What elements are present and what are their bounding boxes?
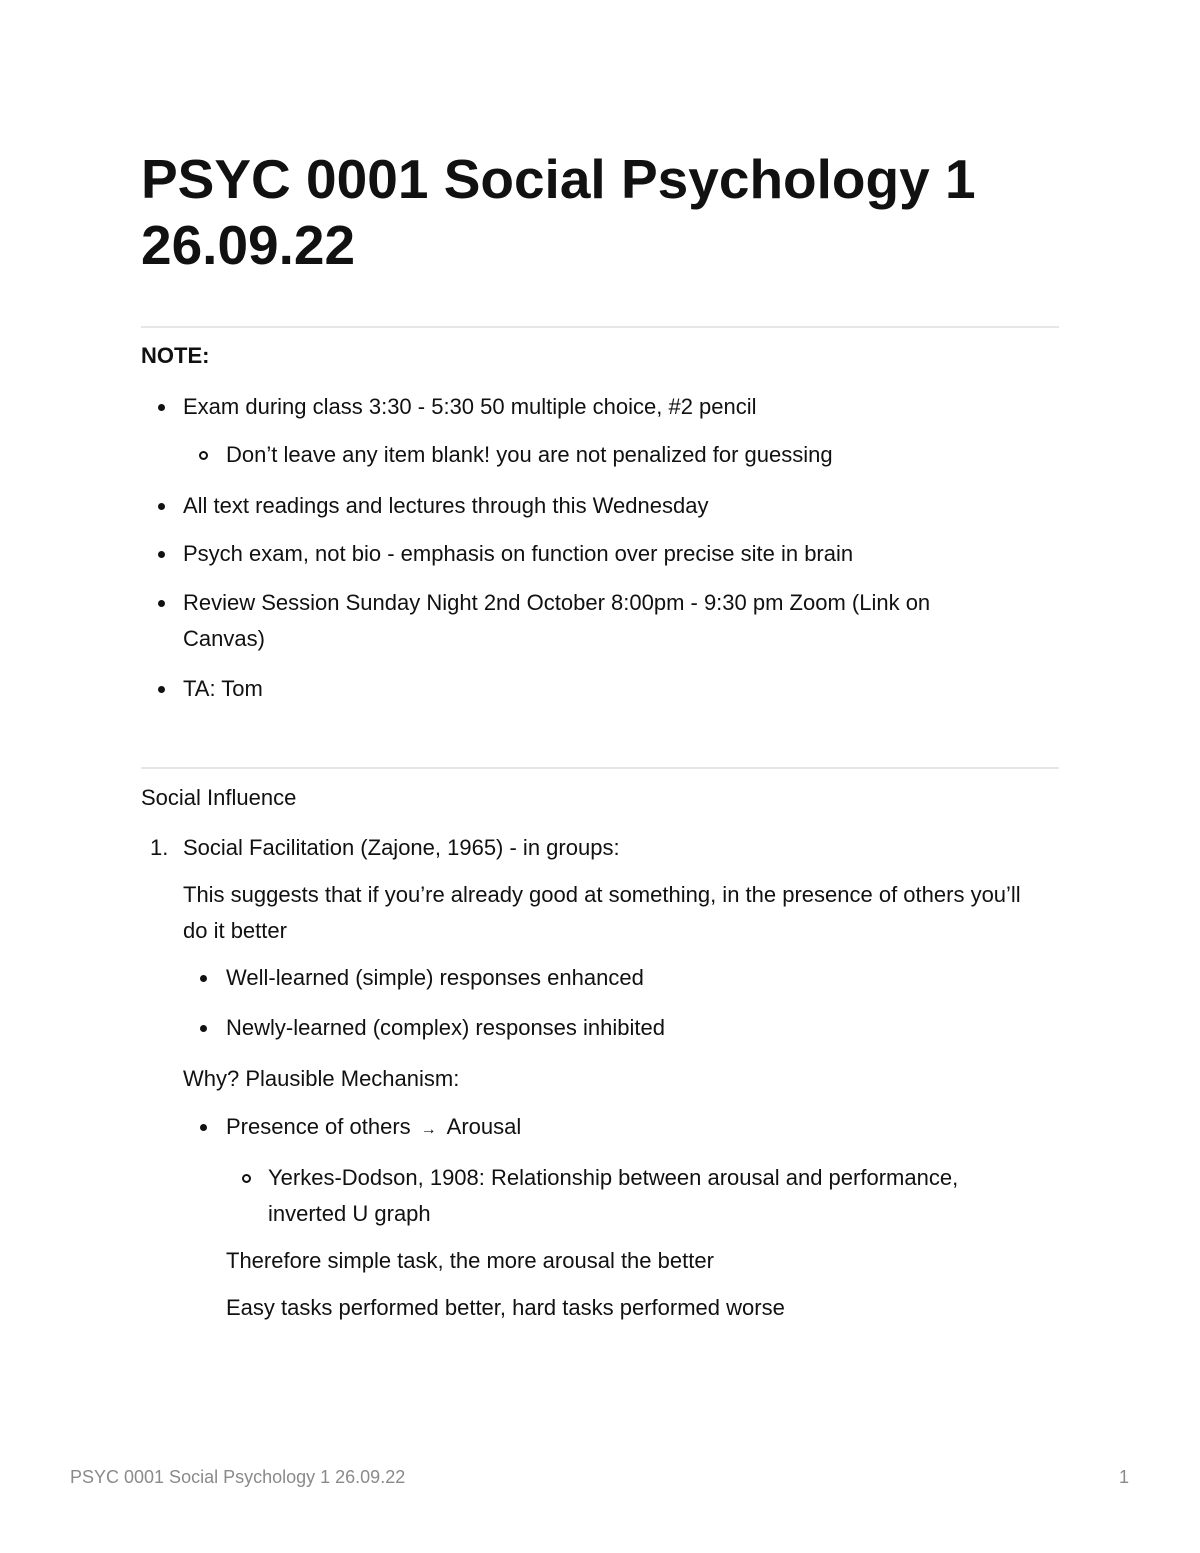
title-line-2: 26.09.22 xyxy=(141,214,356,276)
social-facilitation-item: Social Facilitation (Zajone, 1965) - in groups: xyxy=(183,835,620,860)
divider-top xyxy=(141,326,1059,328)
bullet-disc-icon xyxy=(158,404,165,411)
note-heading: NOTE: xyxy=(141,343,210,368)
suggestion-paragraph: This suggests that if you’re already good at something, in the presence of others you’ll do it better xyxy=(183,882,1021,943)
why-mechanism-text: Why? Plausible Mechanism: xyxy=(183,1066,460,1091)
page-title xyxy=(141,146,1091,278)
bullet-disc-icon xyxy=(158,600,165,607)
response-item-simple: Well-learned (simple) responses enhanced xyxy=(226,965,644,990)
bullet-disc-icon xyxy=(158,686,165,693)
title-line-1: PSYC 0001 Social Psychology 1 xyxy=(141,148,976,210)
bullet-disc-icon xyxy=(158,503,165,510)
yerkes-dodson-item: Yerkes-Dodson, 1908: Relationship between arousal and performance, inverted U graph xyxy=(268,1165,959,1226)
easy-hard-text: Easy tasks performed better, hard tasks performed worse xyxy=(226,1295,785,1320)
divider-middle xyxy=(141,767,1059,769)
right-arrow-icon: → xyxy=(420,1121,437,1138)
note-item-review-session: Review Session Sunday Night 2nd October 8:00pm - 9:30 pm Zoom (Link on Canvas) xyxy=(183,590,931,651)
bullet-disc-icon xyxy=(158,551,165,558)
note-item-psych-exam: Psych exam, not bio - emphasis on function over precise site in brain xyxy=(183,541,854,566)
section-heading-social-influence: Social Influence xyxy=(141,785,297,810)
list-number: 1. xyxy=(150,835,169,860)
note-item-ta: TA: Tom xyxy=(183,676,263,701)
arousal-text: Arousal xyxy=(446,1114,522,1139)
page-number: 1 xyxy=(1119,1467,1130,1487)
bullet-circle-icon xyxy=(242,1174,251,1183)
bullet-disc-icon xyxy=(200,975,207,982)
therefore-text: Therefore simple task, the more arousal the better xyxy=(226,1248,714,1273)
bullet-circle-icon xyxy=(199,451,208,460)
note-item-readings: All text readings and lectures through this Wednesday xyxy=(183,493,709,518)
bullet-disc-icon xyxy=(200,1025,207,1032)
footer-title: PSYC 0001 Social Psychology 1 26.09.22 xyxy=(70,1467,406,1487)
bullet-disc-icon xyxy=(200,1124,207,1131)
response-item-complex: Newly-learned (complex) responses inhibited xyxy=(226,1015,665,1040)
presence-of-others-text: Presence of others xyxy=(226,1114,411,1139)
note-subitem-blank: Don’t leave any item blank! you are not penalized for guessing xyxy=(226,442,833,467)
note-item-exam: Exam during class 3:30 - 5:30 50 multiple choice, #2 pencil xyxy=(183,394,757,419)
presence-arousal-item xyxy=(226,1109,521,1148)
